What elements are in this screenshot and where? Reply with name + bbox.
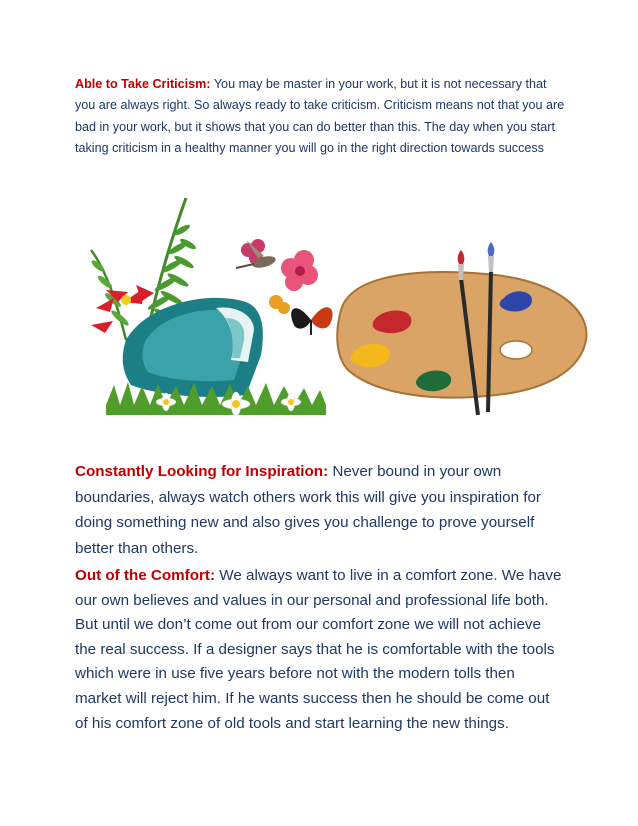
body-criticism: You may be master in your work, but it is not necessary that you are always right. So always ready to take criticism. Criticism means not that you are bad in your work, but it shows that you can do better than this. The day when you start taking criticism in a healthy manner you will go in the right direction towards success: [75, 77, 565, 156]
heading-criticism: Able to Take Criticism: [75, 77, 207, 91]
heading-separator: :: [209, 567, 216, 584]
heading-comfort: Out of the Comfort: [75, 567, 210, 584]
computer-monitor-icon: [123, 298, 263, 397]
paragraph-criticism: [75, 74, 565, 160]
heading-inspiration: Constantly Looking for Inspiration: [75, 463, 324, 480]
butterfly-icon: [291, 307, 332, 335]
body-comfort: We always want to live in a comfort zone. We have our own believes and values in our personal and professional life both. But until we don’t come out from our comfort zone we will not achieve the real success. If a designer says that he is comfortable with the tools which were in use five years before not with the modern tolls then market will reject him. If he wants success then he should be come out of his comfort zone of old tools and start learning the new things.: [75, 567, 562, 732]
body-inspiration: Never bound in your own boundaries, always watch others work this will give you inspiration for doing something new and also gives you challenge to prove yourself better than others.: [75, 463, 541, 557]
paragraph-comfort: [75, 564, 565, 736]
paragraph-inspiration: [75, 459, 565, 561]
heading-separator: :: [323, 463, 329, 480]
heading-separator: :: [206, 77, 211, 91]
illustration: [86, 190, 596, 430]
